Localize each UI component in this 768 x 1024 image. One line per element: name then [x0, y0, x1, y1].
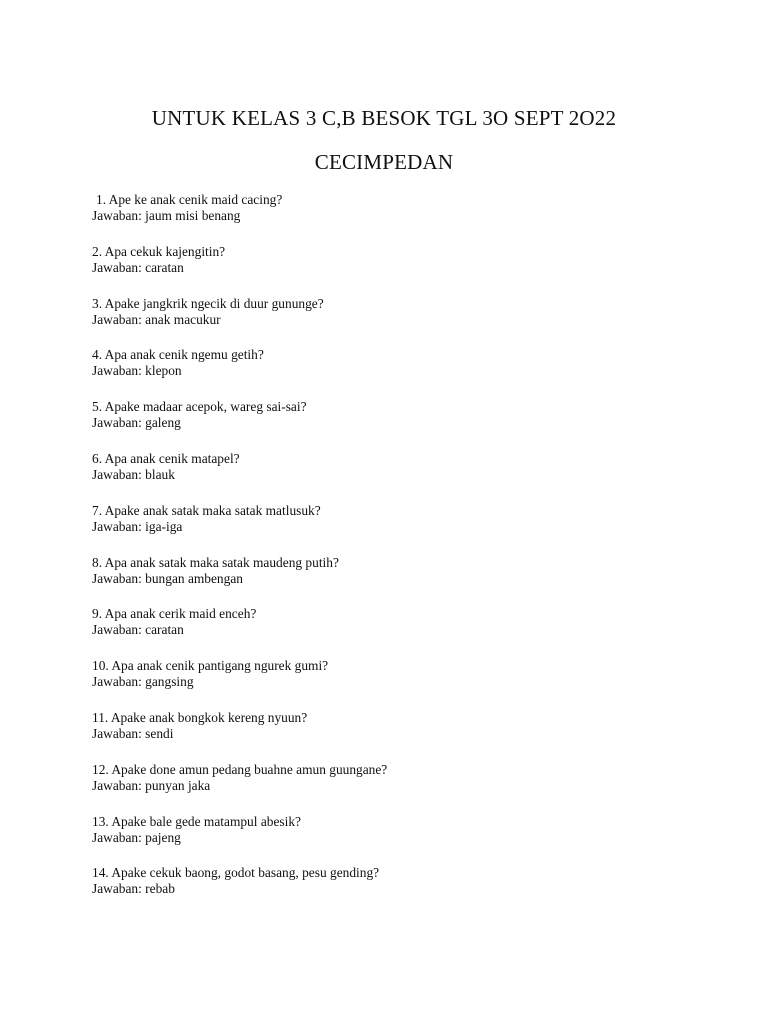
- list-item: [92, 399, 712, 451]
- list-item: [92, 244, 712, 296]
- page-title: UNTUK KELAS 3 C,B BESOK TGL 3O SEPT 2O22: [151, 106, 617, 130]
- list-item: [92, 555, 712, 607]
- riddle-question: 2. Apa cekuk kajengitin?: [92, 243, 226, 259]
- list-item: [92, 814, 712, 866]
- list-item: [92, 347, 712, 399]
- riddle-question: 1. Ape ke anak cenik maid cacing?: [96, 192, 283, 207]
- riddle-answer: Jawaban: pajeng: [92, 829, 181, 845]
- riddle-answer: Jawaban: sendi: [92, 725, 174, 741]
- riddle-answer: Jawaban: gangsing: [92, 674, 194, 690]
- list-item: [92, 865, 712, 917]
- riddle-question: 7. Apake anak satak maka satak matlusuk?: [92, 502, 321, 518]
- riddle-question: 13. Apake bale gede matampul abesik?: [92, 813, 301, 829]
- riddle-question: 4. Apa anak cenik ngemu getih?: [92, 347, 264, 363]
- list-item: [92, 503, 712, 555]
- riddle-question: 3. Apake jangkrik ngecik di duur gununge?: [92, 295, 324, 311]
- riddle-answer: Jawaban: jaum misi benang: [92, 208, 241, 223]
- riddle-answer: Jawaban: galeng: [92, 415, 181, 431]
- riddle-list: [92, 192, 712, 917]
- riddle-answer: Jawaban: caratan: [92, 259, 184, 275]
- riddle-answer: Jawaban: punyan jaka: [92, 777, 211, 793]
- list-item: [92, 192, 712, 244]
- riddle-question: 14. Apake cekuk baong, godot basang, pesu gending?: [92, 865, 380, 881]
- riddle-question: 5. Apake madaar acepok, wareg sai-sai?: [92, 399, 307, 415]
- riddle-question: 11. Apake anak bongkok kereng nyuun?: [92, 709, 308, 725]
- list-item: [92, 762, 712, 814]
- riddle-answer: Jawaban: iga-iga: [92, 518, 183, 534]
- riddle-answer: Jawaban: blauk: [92, 466, 175, 482]
- list-item: [92, 710, 712, 762]
- riddle-question: 8. Apa anak satak maka satak maudeng putih?: [92, 554, 339, 570]
- riddle-question: 6. Apa anak cenik matapel?: [92, 450, 240, 466]
- page-subtitle: CECIMPEDAN: [314, 150, 454, 174]
- riddle-question: 10. Apa anak cenik pantigang ngurek gumi?: [92, 658, 329, 674]
- riddle-answer: Jawaban: rebab: [92, 881, 175, 897]
- riddle-answer: Jawaban: caratan: [92, 622, 184, 638]
- list-item: [92, 451, 712, 503]
- list-item: [92, 606, 712, 658]
- riddle-question: 12. Apake done amun pedang buahne amun guungane?: [92, 761, 388, 777]
- list-item: [92, 658, 712, 710]
- list-item: [92, 296, 712, 348]
- riddle-answer: Jawaban: klepon: [92, 363, 182, 379]
- riddle-answer: Jawaban: anak macukur: [92, 311, 221, 327]
- riddle-question: 9. Apa anak cerik maid enceh?: [92, 606, 257, 622]
- riddle-answer: Jawaban: bungan ambengan: [92, 570, 243, 586]
